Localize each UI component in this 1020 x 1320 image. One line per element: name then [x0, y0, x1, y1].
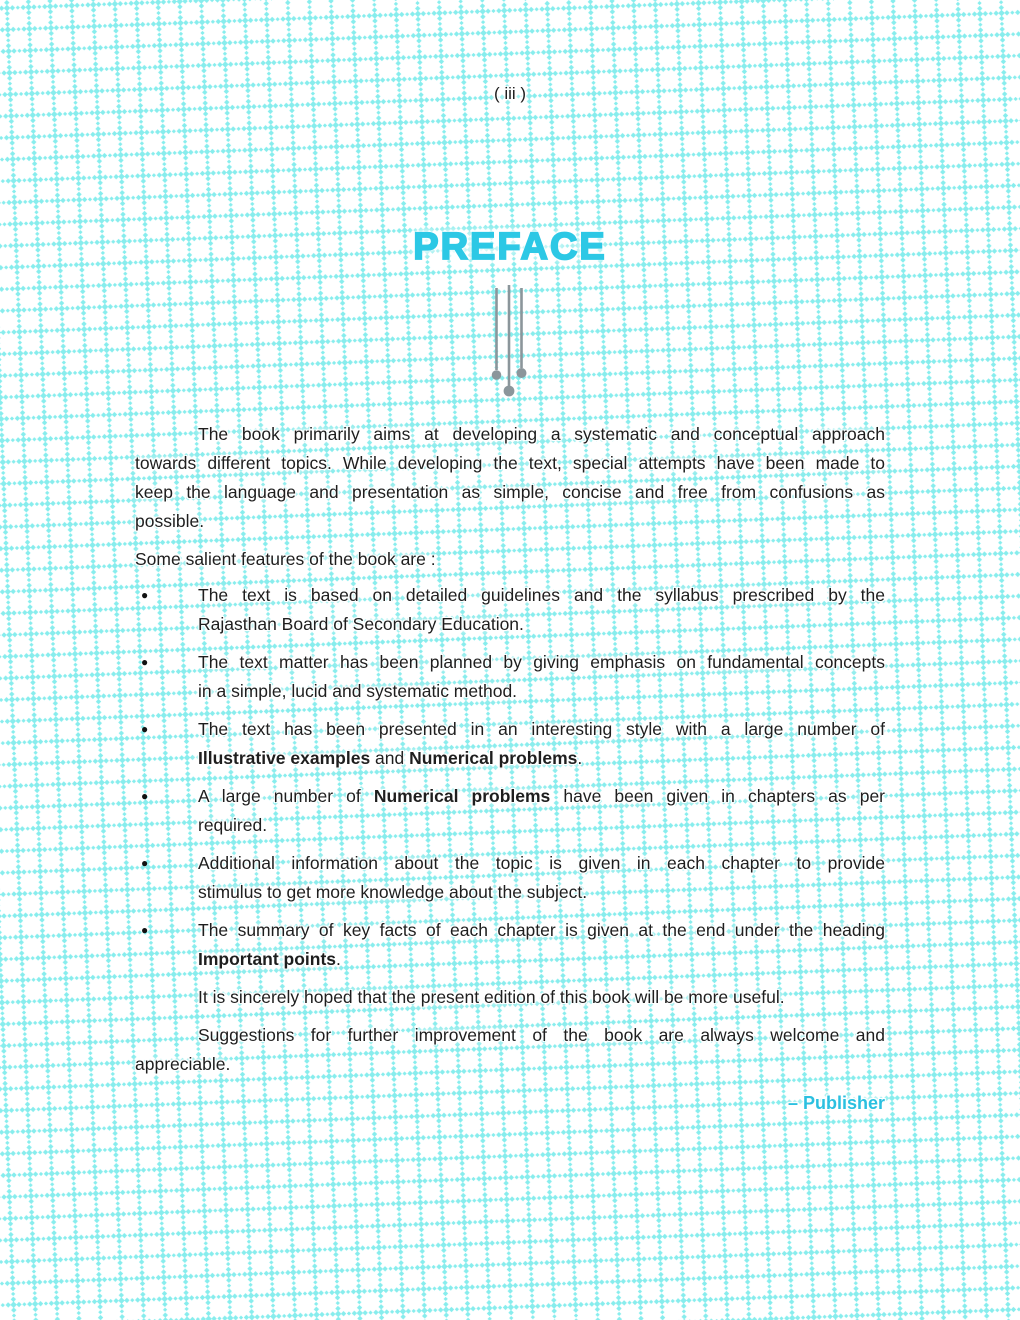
suggestions-paragraph — [135, 1021, 885, 1079]
text-line: The summary of key facts of each chapter is given at the end under the heading — [198, 920, 885, 940]
text-line: A large number of Numerical problems have been given in chapters as per — [198, 786, 886, 806]
text-line: in a simple, lucid and systematic method. — [198, 681, 518, 701]
text-line: The book primarily aims at developing a systematic and conceptual approach — [198, 424, 885, 444]
text-line: It is sincerely hoped that the present edition of this book will be more useful. — [198, 987, 785, 1007]
text-line: The text matter has been planned by giving emphasis on fundamental concepts — [198, 652, 885, 672]
text-line: towards different topics. While developing the text, special attempts have been made to — [135, 453, 885, 473]
preface-title: PREFACE — [413, 226, 607, 268]
feature-bullet — [135, 715, 885, 773]
features-heading — [135, 545, 885, 574]
bullet-icon: ● — [141, 722, 149, 736]
feature-bullet — [135, 916, 885, 974]
bullet-icon: ● — [141, 588, 149, 602]
intro-paragraph — [135, 420, 885, 536]
feature-bullet — [135, 849, 885, 907]
text-line: Rajasthan Board of Secondary Education. — [198, 614, 524, 634]
text-line: Additional information about the topic is given in each chapter to provide — [198, 853, 885, 873]
text-line: stimulus to get more knowledge about the subject. — [198, 882, 588, 902]
feature-bullet — [135, 648, 885, 706]
bullet-icon: ● — [141, 789, 149, 803]
pendulum-ornament-icon — [483, 280, 539, 405]
feature-bullet — [135, 581, 885, 639]
page-number: ( iii ) — [493, 84, 527, 103]
bullet-icon: ● — [141, 856, 149, 870]
text-line: The text has been presented in an interesting style with a large number of — [198, 719, 885, 739]
text-line: Some salient features of the book are : — [135, 549, 436, 569]
text-line: Important points. — [198, 949, 341, 969]
text-line: required. — [198, 815, 268, 835]
text-line: keep the language and presentation as simple, concise and free from confusions as — [135, 482, 885, 502]
preface-body — [135, 420, 885, 1088]
feature-bullet — [135, 782, 885, 840]
text-line: The text is based on detailed guidelines and the syllabus prescribed by the — [198, 585, 885, 605]
text-line: appreciable. — [135, 1054, 231, 1074]
publisher-signature: – Publisher — [787, 1093, 885, 1113]
closing-paragraph — [135, 983, 885, 1012]
text-line: Illustrative examples and Numerical problems. — [198, 748, 583, 768]
text-line: possible. — [135, 511, 205, 531]
bullet-icon: ● — [141, 655, 149, 669]
text-line: Suggestions for further improvement of the book are always welcome and — [198, 1025, 885, 1045]
bullet-icon: ● — [141, 923, 149, 937]
